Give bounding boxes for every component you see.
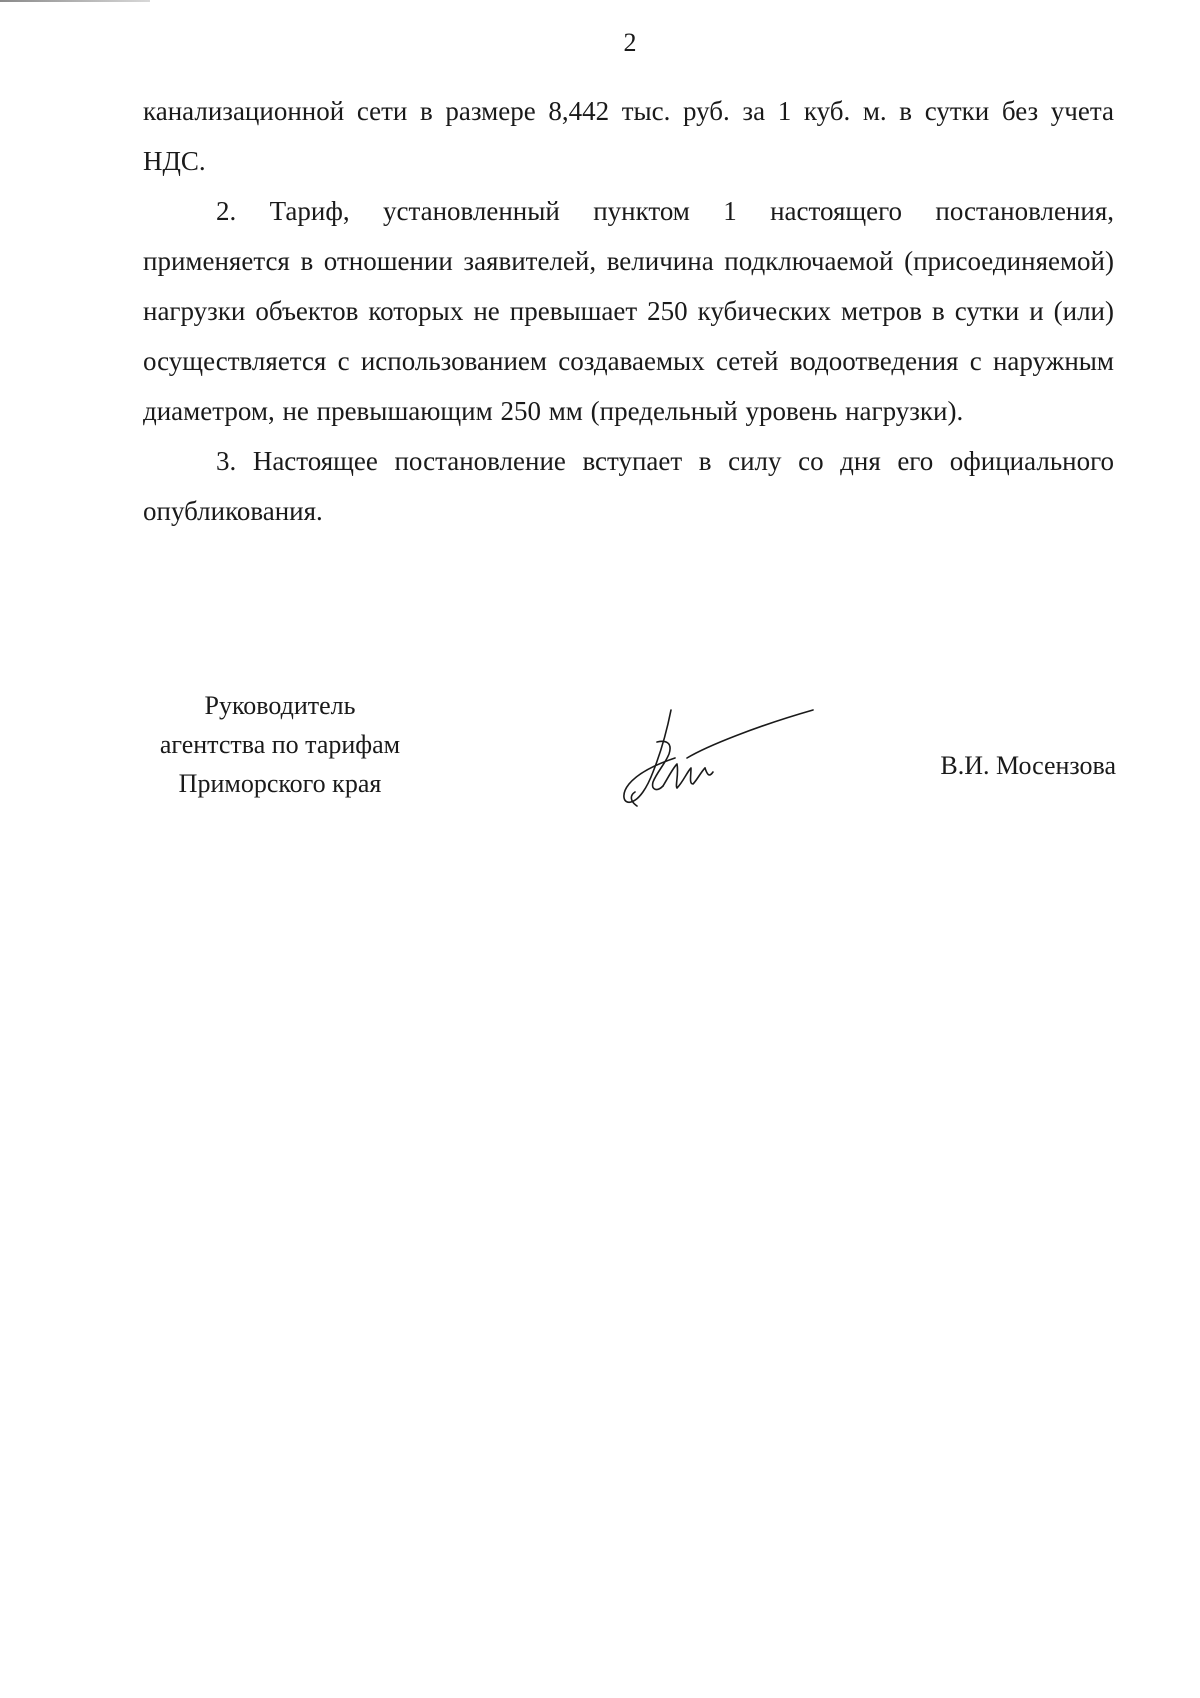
page-number: 2 [623, 28, 637, 57]
signature-block [0, 686, 1200, 816]
paragraph-item-2: 2. Тариф, установленный пунктом 1 настоящего постановления, применяется в отношении заявителей, величина подключаемой (присоединяемой) нагрузки объектов которых не превышает 250 кубических метров в сутки и (или) осуществляется с использованием создаваемых сетей водоотведения с наружным диаметром, не превышающим 250 мм (предельный уровень нагрузки). [143, 196, 1114, 426]
signatory-position-line: агентства по тарифам [159, 730, 401, 759]
paragraph-item-3: 3. Настоящее постановление вступает в силу со дня его официального опубликования. [143, 446, 1114, 526]
handwritten-signature [617, 702, 817, 812]
paragraph-continuation: канализационной сети в размере 8,442 тыс. руб. за 1 куб. м. в сутки без учета НДС. [143, 96, 1114, 176]
signatory-position-line: Приморского края [178, 769, 382, 798]
signatory-name: В.И. Мосензова [940, 751, 1116, 780]
signatory-position-line: Руководитель [204, 691, 356, 720]
document-body [143, 86, 1114, 536]
signatory-position [140, 686, 420, 803]
scan-edge-mark [0, 0, 150, 2]
